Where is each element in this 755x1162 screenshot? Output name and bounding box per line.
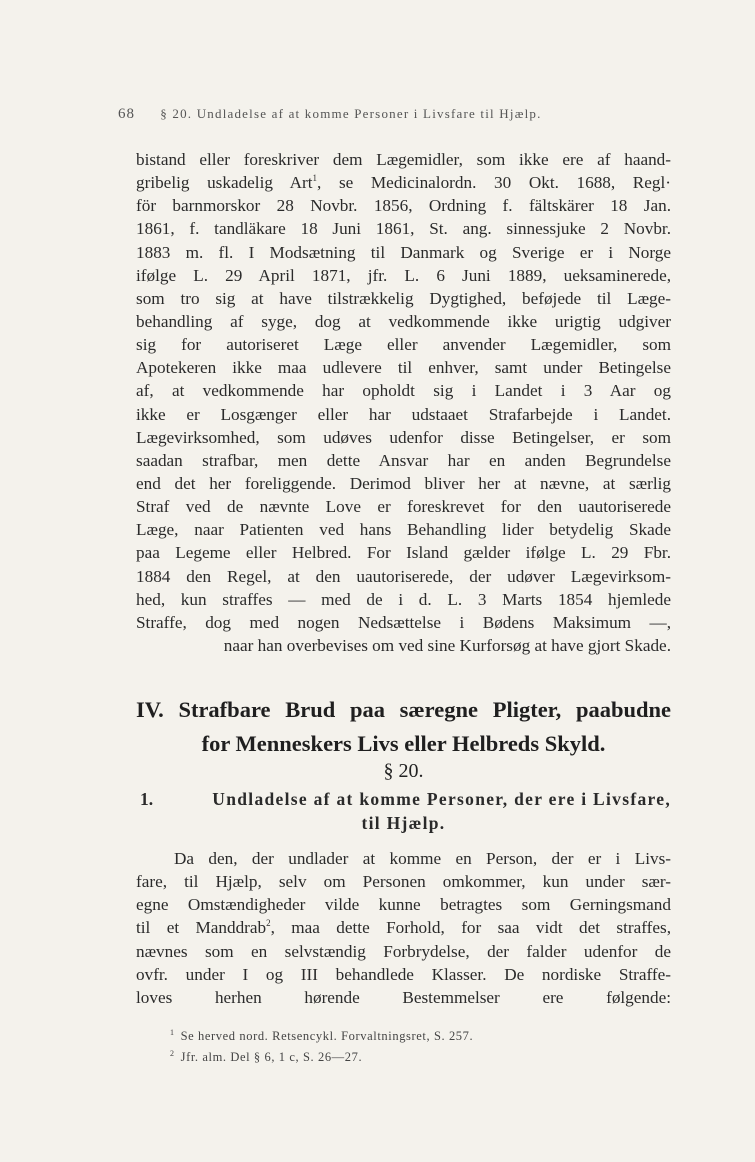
text-line: til et Manddrab$^2$, maa dette Forhold, for saa vidt det straffes, bbox=[136, 918, 671, 938]
chapter-heading-line-1: IV. Strafbare Brud paa særegne Pligter, paabudne bbox=[136, 697, 671, 722]
text-line: Straffe, dog med nogen Nedsættelse i Bødens Maksimum —, bbox=[136, 612, 671, 632]
footnote-separator bbox=[136, 1019, 671, 1020]
page-number: 68 bbox=[118, 106, 135, 122]
text-line: för barnmorskor 28 Novbr. 1856, Ordning f. fältskärer 18 Jan. bbox=[136, 196, 671, 216]
text-line: Lægevirksomhed, som udøves udenfor disse Betingelser, er som bbox=[136, 427, 671, 447]
footnote-mark: 1 bbox=[170, 1028, 175, 1037]
text-line: loves herhen hørende Bestemmelser ere følgende: bbox=[136, 987, 671, 1007]
text-line: naar han overbevises om ved sine Kurforsøg at have gjort Skade. bbox=[223, 635, 671, 655]
text-line: Straf ved de nævnte Love er foreskrevet for den uautoriserede bbox=[136, 497, 671, 517]
text-line: saadan strafbar, men dette Ansvar har en anden Begrundelse bbox=[136, 450, 671, 470]
text-line: gribelig uskadelig Art$^1$, se Medicinalordn. 30 Okt. 1688, Regl· bbox=[136, 173, 671, 193]
text-line: ikke er Losgænger eller har udstaaet Strafarbejde i Landet. bbox=[136, 404, 671, 424]
text-line: 1861, f. tandläkare 18 Juni 1861, St. ang. sinnessjuke 2 Novbr. bbox=[136, 219, 671, 239]
text-line: bistand eller foreskriver dem Lægemidler, som ikke ere af haand- bbox=[136, 150, 671, 169]
running-head-title: § 20. Undladelse af at komme Personer i Livsfare til Hjælp. bbox=[160, 106, 542, 121]
text-line: hed, kun straffes — med de i d. L. 3 Marts 1854 hjemlede bbox=[136, 589, 671, 609]
footnote bbox=[170, 1047, 650, 1068]
footnotes bbox=[170, 1026, 650, 1068]
section-number: § 20. bbox=[383, 760, 424, 782]
text-line: 1883 m. fl. I Modsætning til Danmark og Sverige er i Norge bbox=[136, 242, 671, 262]
text-line: 1884 den Regel, at den uautoriserede, der udøver Lægevirksom- bbox=[136, 566, 671, 586]
text-line: end det her foreliggende. Derimod bliver her at nævne, at særlig bbox=[136, 473, 671, 493]
text-line: af, at vedkommende har opholdt sig i Landet i 3 Aar og bbox=[136, 381, 671, 401]
text-line: behandling af syge, dog at vedkommende ikke urigtig udgiver bbox=[136, 311, 671, 331]
chapter-heading-line-2: for Menneskers Livs eller Helbreds Skyld. bbox=[201, 731, 606, 756]
section-title-line-2: til Hjælp. bbox=[361, 813, 446, 833]
footnote bbox=[170, 1026, 650, 1047]
text-line: ovfr. under I og III behandlede Klasser. De nordiske Straffe- bbox=[136, 964, 671, 984]
section-title-number: 1. bbox=[140, 789, 154, 809]
text-line: fare, til Hjælp, selv om Personen omkommer, kun under sær- bbox=[136, 872, 671, 892]
footnote-mark: 2 bbox=[170, 1049, 175, 1058]
text-line: nævnes som en selvstændig Forbrydelse, der falder udenfor de bbox=[136, 941, 671, 961]
paragraph-1 bbox=[136, 148, 671, 657]
text-line: som tro sig at have tilstrækkelig Dygtighed, beføjede til Læge- bbox=[136, 288, 671, 308]
paragraph-2 bbox=[136, 847, 671, 1009]
footnote-text: Se herved nord. Retsencykl. Forvaltningsret, S. 257. bbox=[180, 1029, 474, 1043]
section-title bbox=[136, 788, 671, 834]
text-line: paa Legeme eller Helbred. For Island gælder ifølge L. 29 Fbr. bbox=[136, 543, 671, 563]
text-line: egne Omstændigheder vilde kunne betragtes som Gerningsmand bbox=[136, 895, 671, 915]
running-head bbox=[118, 106, 678, 123]
section-title-line-1: Undladelse af at komme Personer, der ere i Livsfare, bbox=[212, 789, 671, 809]
text-line: Læge, naar Patienten ved hans Behandling lider betydelig Skade bbox=[136, 520, 671, 540]
text-line: Da den, der undlader at komme en Person, der er i Livs- bbox=[174, 849, 671, 868]
chapter-heading bbox=[136, 693, 671, 761]
text-line: Apotekeren ikke maa udlevere til enhver, samt under Betingelse bbox=[136, 358, 671, 378]
footnote-text: Jfr. alm. Del § 6, 1 c, S. 26—27. bbox=[180, 1050, 363, 1064]
text-line: ifølge L. 29 April 1871, jfr. L. 6 Juni 1889, ueksaminerede, bbox=[136, 265, 671, 285]
text-line: sig for autoriseret Læge eller anvender Lægemidler, som bbox=[136, 335, 671, 355]
